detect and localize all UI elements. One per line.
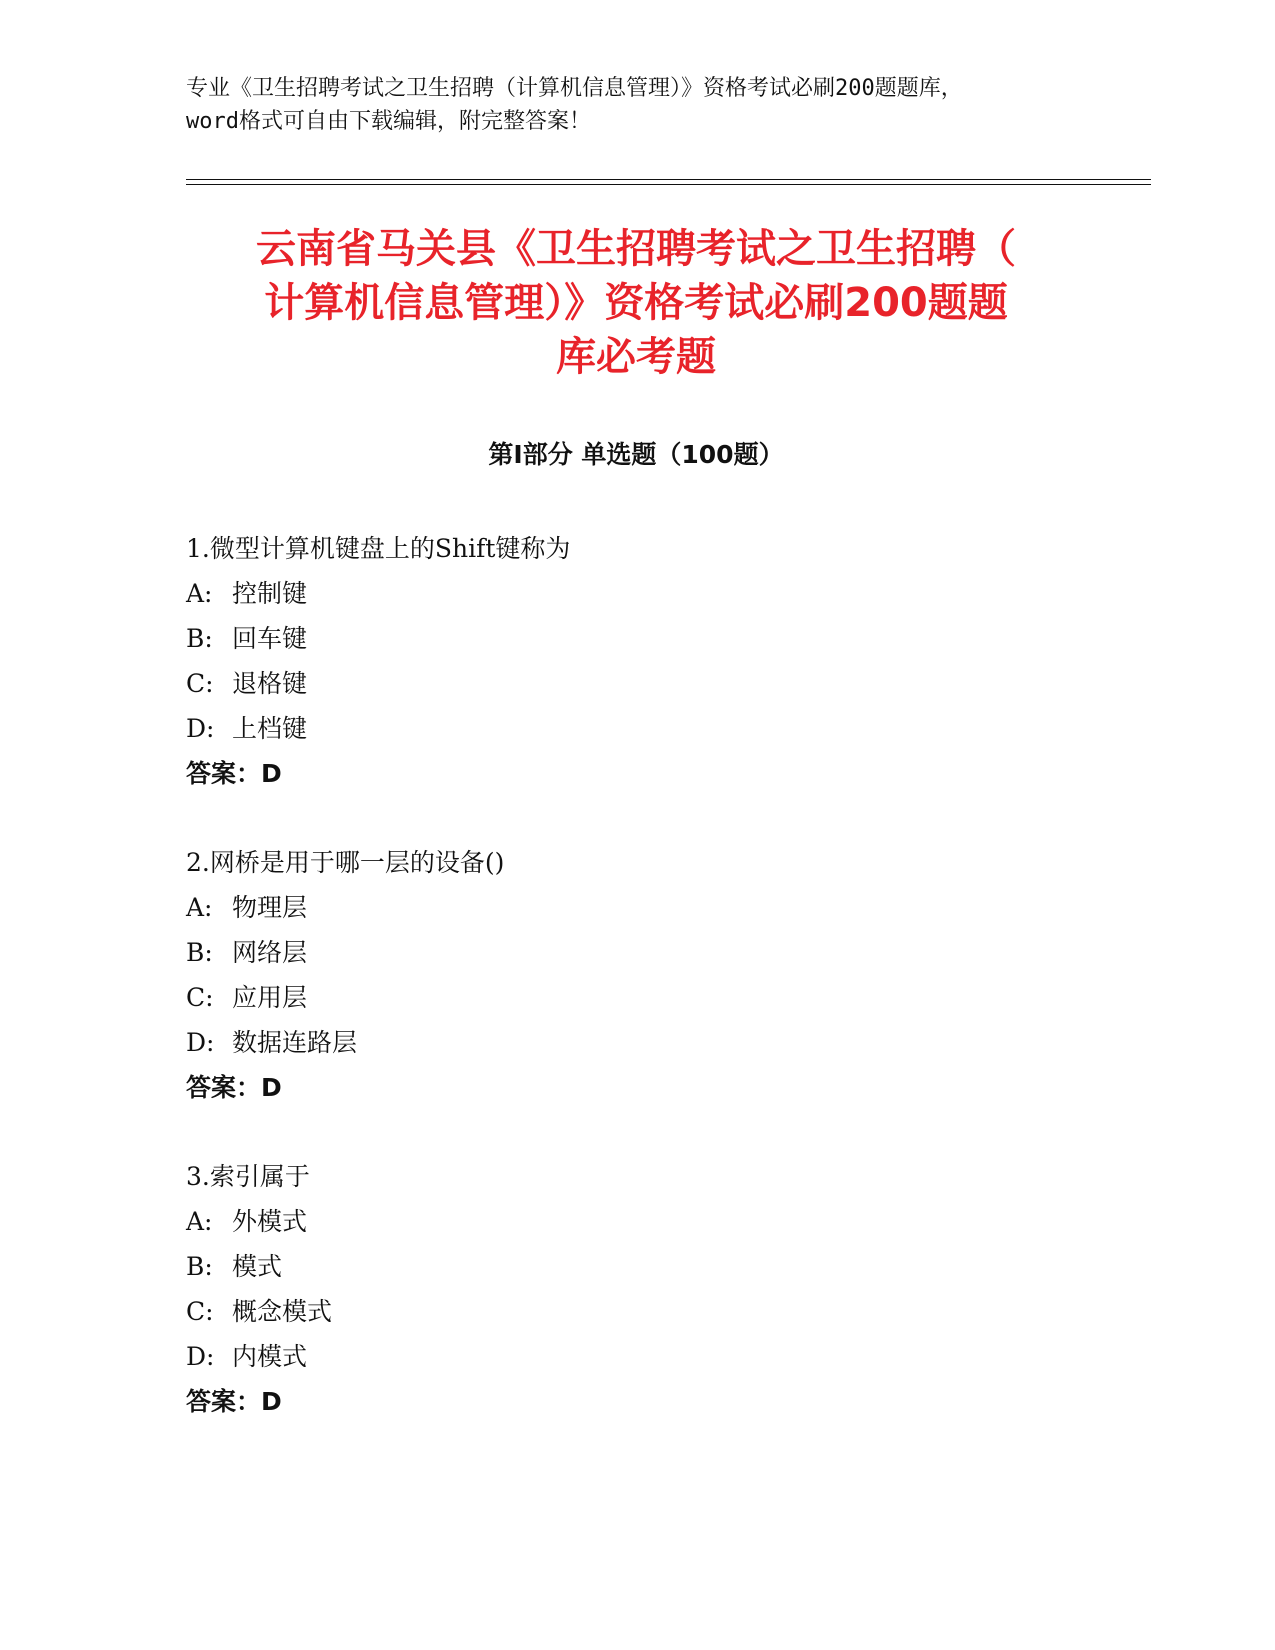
option-c [186,661,1086,706]
option-label: C: [186,983,214,1012]
question-list [186,526,1086,1468]
document-title-line-1: 云南省马关县《卫生招聘考试之卫生招聘（ [256,226,1016,272]
option-a [186,571,1086,616]
option-label: A: [186,1207,213,1236]
question-3 [186,1154,1086,1424]
header-note-line-2: word格式可自由下载编辑，附完整答案！ [186,109,591,134]
question-stem: 3.索引属于 [186,1162,310,1191]
option-c [186,1289,1086,1334]
answer: 答案：D [186,1387,282,1416]
option-text: 上档键 [232,714,308,743]
option-text: 数据连路层 [232,1028,358,1057]
question-1 [186,526,1086,796]
option-label: D: [186,1028,215,1057]
option-label: D: [186,1342,215,1371]
option-label: B: [186,624,213,653]
document-title [186,222,1086,384]
option-text: 内模式 [232,1342,308,1371]
option-text: 退格键 [232,669,308,698]
option-text: 物理层 [232,893,308,922]
question-stem: 1.微型计算机键盘上的Shift键称为 [186,534,571,563]
header-divider-top [186,179,1151,180]
option-label: B: [186,938,213,967]
option-label: C: [186,669,214,698]
option-text: 控制键 [232,579,308,608]
question-2 [186,840,1086,1110]
option-label: B: [186,1252,213,1281]
option-label: C: [186,1297,214,1326]
option-c [186,975,1086,1020]
option-text: 模式 [232,1252,283,1281]
option-text: 回车键 [232,624,308,653]
option-d [186,1334,1086,1379]
answer: 答案：D [186,759,282,788]
header-note [186,72,1086,138]
question-stem: 2.网桥是用于哪一层的设备() [186,848,505,877]
option-label: A: [186,579,213,608]
option-text: 网络层 [232,938,308,967]
option-text: 应用层 [232,983,308,1012]
section-heading: 第I部分 单选题（100题） [488,440,784,469]
option-a [186,885,1086,930]
answer: 答案：D [186,1073,282,1102]
option-a [186,1199,1086,1244]
document-title-line-3: 库必考题 [556,334,716,380]
option-d [186,1020,1086,1065]
header-divider-bottom [186,184,1151,185]
option-b [186,616,1086,661]
option-text: 外模式 [232,1207,308,1236]
option-d [186,706,1086,751]
option-label: D: [186,714,215,743]
option-label: A: [186,893,213,922]
option-b [186,1244,1086,1289]
document-title-line-2: 计算机信息管理）》资格考试必刷200题题 [264,280,1008,326]
header-note-line-1: 专业《卫生招聘考试之卫生招聘（计算机信息管理）》资格考试必刷200题题库， [186,76,963,101]
option-b [186,930,1086,975]
option-text: 概念模式 [232,1297,333,1326]
